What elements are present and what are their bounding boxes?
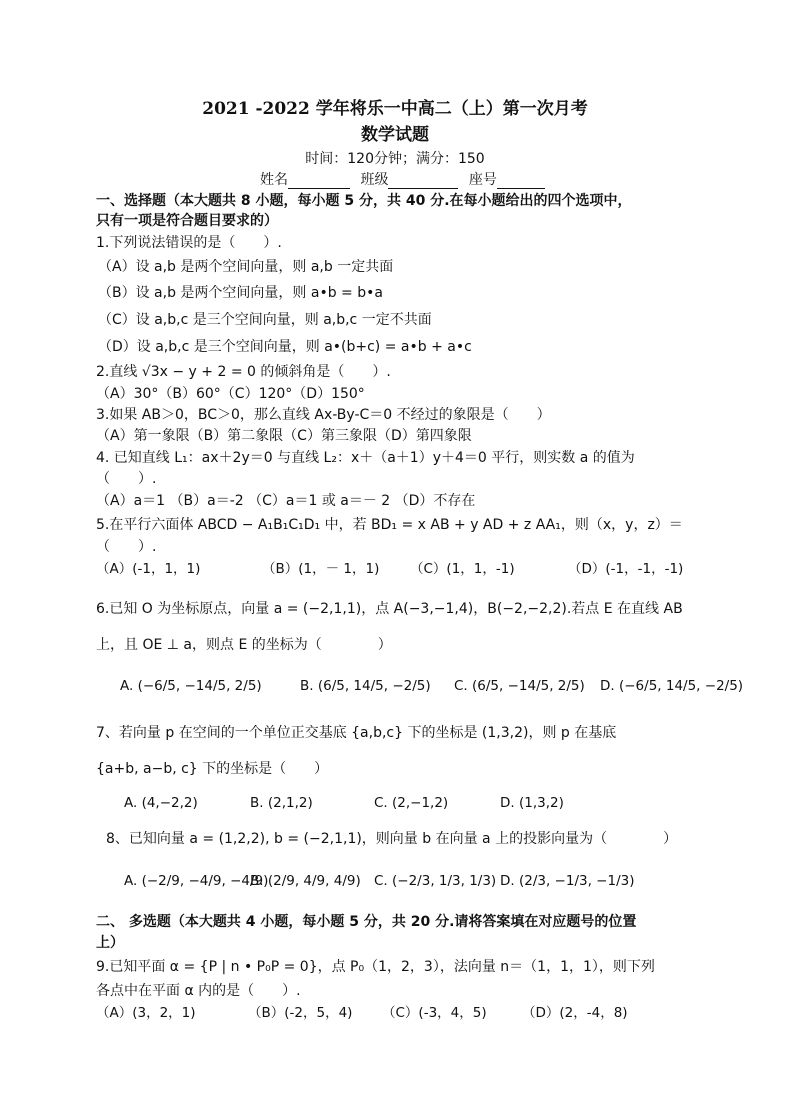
q6-option-d: D. (−6/5, 14/5, −2/5) [600,678,744,694]
subject-title: 数学试题 [361,125,429,145]
q7-stem: 7、若向量 p 在空间的一个单位正交基底 {a,b,c} 下的坐标是 (1,3,2)，则 p 在基底 [96,725,617,741]
student-info-row [260,171,551,189]
q6-option-c: C. (6/5, −14/5, 2/5) [454,678,585,694]
q4-stem: 4. 已知直线 L₁：ax＋2y＝0 与直线 L₂：x＋（a＋1）y＋4＝0 平行，则实数 a 的值为 [96,450,635,466]
q5-stem: 5.在平行六面体 ABCD − A₁B₁C₁D₁ 中，若 BD₁ = x AB + y AD + z AA₁，则（x，y，z）＝ [96,517,683,533]
q8-option-c: C. (−2/3, 1/3, 1/3) [374,873,497,889]
q5-option-a: （A）(-1，1，1) [96,561,201,577]
q9-option-b: （B）(-2，5，4) [248,1005,353,1021]
q1-option-d: （D）设 a,b,c 是三个空间向量，则 a•(b+c) = a•b + a•c [98,339,472,355]
section1-heading-1: 一、选择题（本大题共 8 小题，每小题 5 分，共 40 分.在每小题给出的四个选项中， [96,193,632,209]
q6-option-b: B. (6/5, 14/5, −2/5) [300,678,431,694]
q7-option-c: C. (2,−1,2) [374,795,449,811]
q9-stem: 9.已知平面 α = {P | n • P₀P = 0}，点 P₀（1，2，3），法向量 n＝（1，1，1），则下列 [96,959,655,975]
q1-stem: 1.下列说法错误的是（ ）. [96,235,282,251]
q1-option-c: （C）设 a,b,c 是三个空间向量，则 a,b,c 一定不共面 [98,312,432,328]
q9-option-d: （D）(2，-4，8) [522,1005,628,1021]
q8-stem: 8、已知向量 a = (1,2,2), b = (−2,1,1)，则向量 b 在向量 a 上的投影向量为（ ） [106,831,678,847]
q7-option-d: D. (1,3,2) [500,795,564,811]
q6-stem: 6.已知 O 为坐标原点，向量 a = (−2,1,1)，点 A(−3,−1,4)，B(−2,−2,2).若点 E 在直线 AB [96,601,683,617]
q6-option-a: A. (−6/5, −14/5, 2/5) [120,678,262,694]
q5-option-d: （D）(-1，-1，-1) [568,561,684,577]
class-label: 班级 [360,172,389,188]
q1-option-b: （B）设 a,b 是两个空间向量，则 a•b = b•a [98,285,383,301]
q7-option-a: A. (4,−2,2) [124,795,198,811]
q1-option-a: （A）设 a,b 是两个空间向量，则 a,b 一定共面 [98,259,394,275]
q8-option-a: A. (−2/9, −4/9, −4/9) [124,873,269,889]
section2-heading-1: 二、 多选题（本大题共 4 小题，每小题 5 分，共 20 分.请将答案填在对应题号的位置 [96,914,637,930]
section1-heading-2: 只有一项是符合题目要求的） [96,213,278,229]
q5-option-b: （B）(1，－ 1，1) [262,561,380,577]
q2-stem: 2.直线 √3x − y + 2 = 0 的倾斜角是（ ）. [96,364,391,380]
q7-option-b: B. (2,1,2) [250,795,313,811]
q3-stem: 3.如果 AB＞0，BC＞0，那么直线 Ax-By-C＝0 不经过的象限是（ ） [96,407,551,423]
q9-stem-2: 各点中在平面 α 内的是（ ）. [96,983,301,999]
seat-blank[interactable] [497,174,545,189]
q5-option-c: （C）(1，1，-1) [410,561,515,577]
q7-stem-2: {a+b, a−b, c} 下的坐标是（ ） [96,761,329,777]
q8-option-d: D. (2/3, −1/3, −1/3) [500,873,635,889]
q9-option-c: （C）(-3，4，5) [382,1005,487,1021]
q4-options: （A）a＝1 （B）a＝-2 （C）a＝1 或 a＝－ 2 （D）不存在 [96,493,476,509]
section2-heading-2: 上） [96,935,124,951]
q2-options: （A）30°（B）60°（C）120°（D）150° [96,386,365,402]
q6-stem-2: 上，且 OE ⊥ a，则点 E 的坐标为（ ） [96,637,392,653]
class-blank[interactable] [388,174,458,189]
seat-label: 座号 [468,172,497,188]
q5-paren: （ ）. [96,539,157,555]
q3-options: （A）第一象限（B）第二象限（C）第三象限（D）第四象限 [96,428,472,444]
q9-option-a: （A）(3，2，1) [96,1005,196,1021]
exam-title: 2021 -2022 学年将乐一中高二（上）第一次月考 [202,99,588,119]
name-blank[interactable] [288,174,350,189]
exam-meta: 时间：120分钟；满分：150 [305,151,485,167]
name-label: 姓名 [260,172,288,188]
q8-option-b: B. (2/9, 4/9, 4/9) [250,873,361,889]
q4-paren: （ ）. [96,471,157,487]
